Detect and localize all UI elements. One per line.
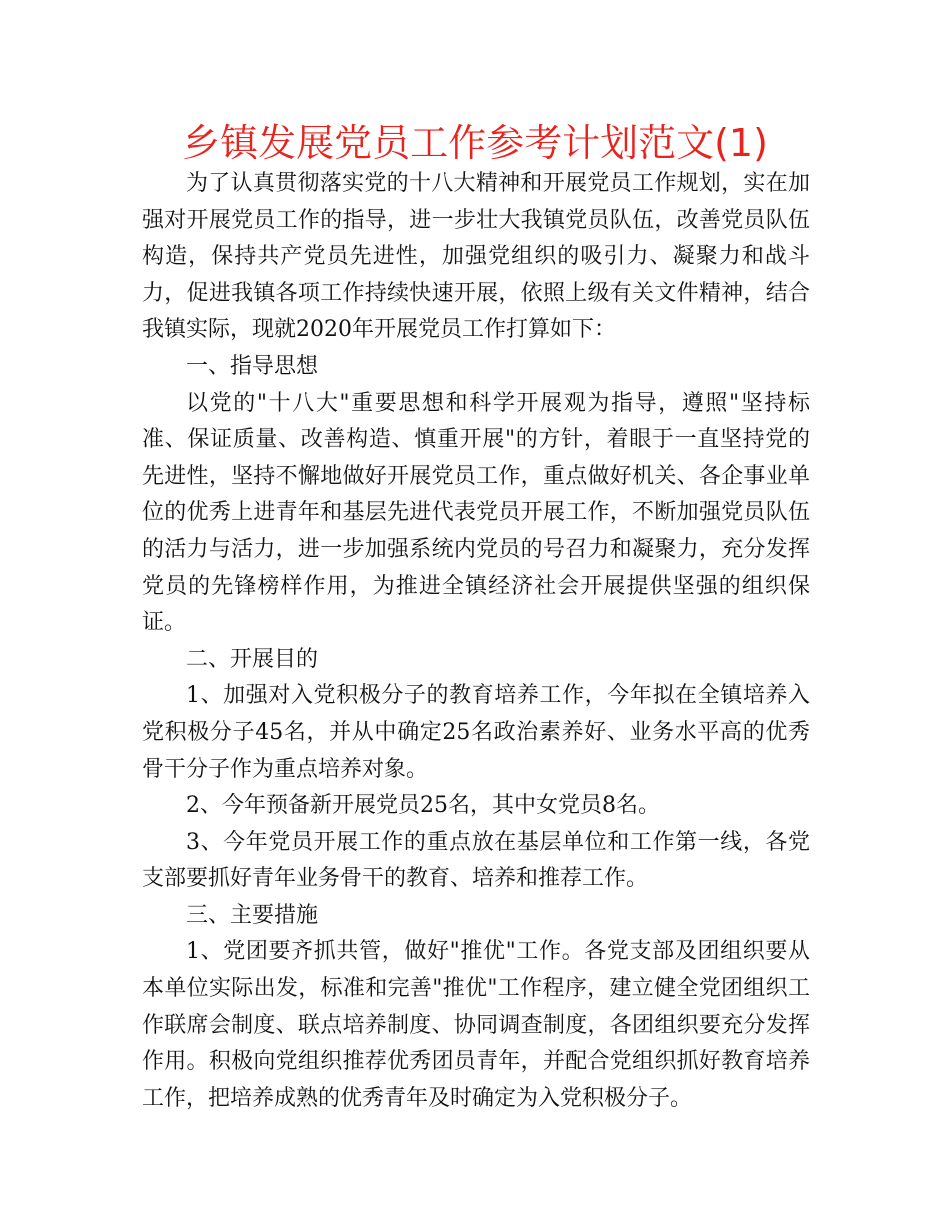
section-heading-measures: 三、主要措施 <box>186 902 319 928</box>
paragraph-goal-3: 3、今年党员开展工作的重点放在基层单位和工作第一线，各党支部要抓好青年业务骨干的教育、培养和推荐工作。 <box>142 829 810 892</box>
paragraph-goal-1: 1、加强对入党积极分子的教育培养工作，今年拟在全镇培养入党积极分子45名，并从中确定25名政治素养好、业务水平高的优秀骨干分子作为重点培养对象。 <box>142 683 810 782</box>
paragraph-measure-1: 1、党团要齐抓共管，做好"推优"工作。各党支部及团组织要从本单位实际出发，标准和完善"推优"工作程序，建立健全党团组织工作联席会制度、联点培养制度、协同调查制度，各团组织要充分发挥作用。积极向党组织推荐优秀团员青年，并配合党组织抓好教育培养工作，把培养成熟的优秀青年及时确定为入党积极分子。 <box>142 939 810 1111</box>
paragraph-goal-2: 2、今年预备新开展党员25名，其中女党员8名。 <box>186 793 660 819</box>
document-title: 乡镇发展党员工作参考计划范文(1) <box>182 121 768 165</box>
paragraph-guiding-thought: 以党的"十八大"重要思想和科学开展观为指导，遵照"坚持标准、保证质量、改善构造、慎重开展"的方针，着眼于一直坚持党的先进性，坚持不懈地做好开展党员工作，重点做好机关、各企事业单位的优秀上进青年和基层先进代表党员开展工作，不断加强党员队伍的活力与活力，进一步加强系统内党员的号召力和凝聚力，充分发挥党员的先锋榜样作用，为推进全镇经济社会开展提供坚强的组织保证。 <box>142 390 810 636</box>
paragraph-intro: 为了认真贯彻落实党的十八大精神和开展党员工作规划，实在加强对开展党员工作的指导，进一步壮大我镇党员队伍，改善党员队伍构造，保持共产党员先进性，加强党组织的吸引力、凝聚力和战斗力，促进我镇各项工作持续快速开展，依照上级有关文件精神，结合我镇实际，现就2020年开展党员工作打算如下： <box>142 171 810 343</box>
section-heading-goals: 二、开展目的 <box>186 646 319 672</box>
section-heading-guiding-thought: 一、指导思想 <box>186 353 319 379</box>
document-body <box>142 166 810 1117</box>
